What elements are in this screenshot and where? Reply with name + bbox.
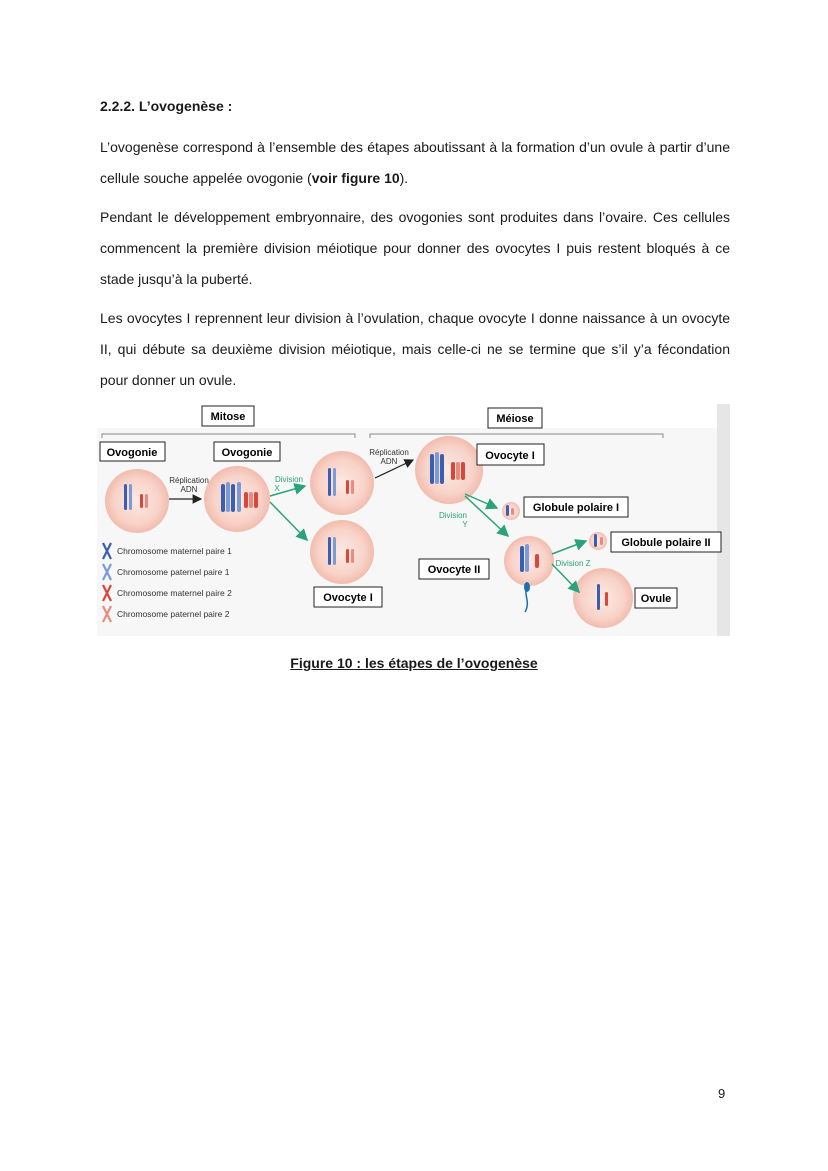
replication-label-2: Réplication	[369, 448, 409, 457]
ovogenesis-figure	[97, 404, 730, 636]
label-box-ovocyte-1b	[314, 587, 382, 607]
cell-ovocyte-1b	[310, 520, 374, 584]
mitose-box	[202, 406, 254, 426]
cell-globule-2	[589, 532, 607, 550]
page-number: 9	[718, 1086, 726, 1101]
label-ovocyte-1a: Ovocyte I	[485, 450, 535, 462]
paragraph-definition-end: ).	[399, 170, 409, 186]
label-box-ovogonie-2	[214, 442, 280, 461]
sperm-head	[524, 582, 530, 592]
label-box-globule-2	[611, 532, 721, 552]
label-ovule: Ovule	[640, 593, 672, 605]
cell-ovocyte-1-meiose	[415, 436, 483, 504]
label-box-ovule	[635, 588, 677, 608]
division-x-label: Division	[274, 475, 304, 484]
label-box-ovogonie-1	[100, 442, 165, 461]
division-x-letter: X	[274, 484, 280, 493]
legend-entry: Chromosome paternel paire 2	[117, 609, 230, 619]
division-y-letter: Y	[462, 520, 468, 529]
label-ovocyte-1b: Ovocyte I	[323, 592, 373, 604]
label-box-ovocyte-2	[419, 559, 489, 579]
paragraph-definition	[100, 132, 730, 194]
label-box-ovocyte-1-meiose	[477, 444, 544, 465]
division-y-label: Division	[438, 511, 468, 520]
legend-entry: Chromosome paternel paire 1	[117, 567, 230, 577]
figure-reference: voir figure 10	[311, 170, 400, 186]
mitose-label: Mitose	[210, 411, 246, 423]
section-heading: 2.2.2. L’ovogenèse :	[100, 98, 233, 114]
cell-ovocyte-1a	[310, 451, 374, 515]
paragraph-embryonic: Pendant le développement embryonnaire, des ovogonies sont produites dans l’ovaire. Ces cellules commencent la première division méiotique pour donner des ovocytes I puis restent bloqués à ce stade jusqu’à la puberté.	[100, 209, 730, 287]
figure-caption: Figure 10 : les étapes de l’ovogenèse	[290, 655, 538, 671]
legend-entry: Chromosome maternel paire 1	[117, 546, 232, 556]
meiose-box	[488, 408, 542, 428]
label-ovogonie-2: Ovogonie	[221, 447, 273, 459]
cell-ovogonie-1	[105, 469, 169, 533]
division-z-label: Division Z	[555, 559, 591, 568]
legend-entry: Chromosome maternel paire 2	[117, 588, 232, 598]
replication-label-1: Réplication	[169, 476, 209, 485]
label-globule-2: Globule polaire II	[621, 537, 711, 549]
meiose-label: Méiose	[496, 413, 534, 425]
label-ovocyte-2: Ovocyte II	[427, 564, 481, 576]
paragraph-definition-text: L’ovogenèse correspond à l’ensemble des étapes aboutissant à la formation d’un ovule à partir d’une cellule souche appelée ovogonie (	[100, 139, 730, 186]
label-box-globule-1	[524, 497, 628, 517]
paragraph-ovulation: Les ovocytes I reprennent leur division à l’ovulation, chaque ovocyte I donne naissance à un ovocyte II, qui débute sa deuxième division méiotique, mais celle-ci ne se termine que s’il y’a fécondation pour donner un ovule.	[100, 310, 730, 388]
adn-label-1: ADN	[180, 485, 198, 494]
label-ovogonie-1: Ovogonie	[106, 447, 158, 459]
adn-label-2: ADN	[380, 457, 398, 466]
label-globule-1: Globule polaire I	[532, 502, 620, 514]
cell-ovule	[573, 568, 633, 628]
